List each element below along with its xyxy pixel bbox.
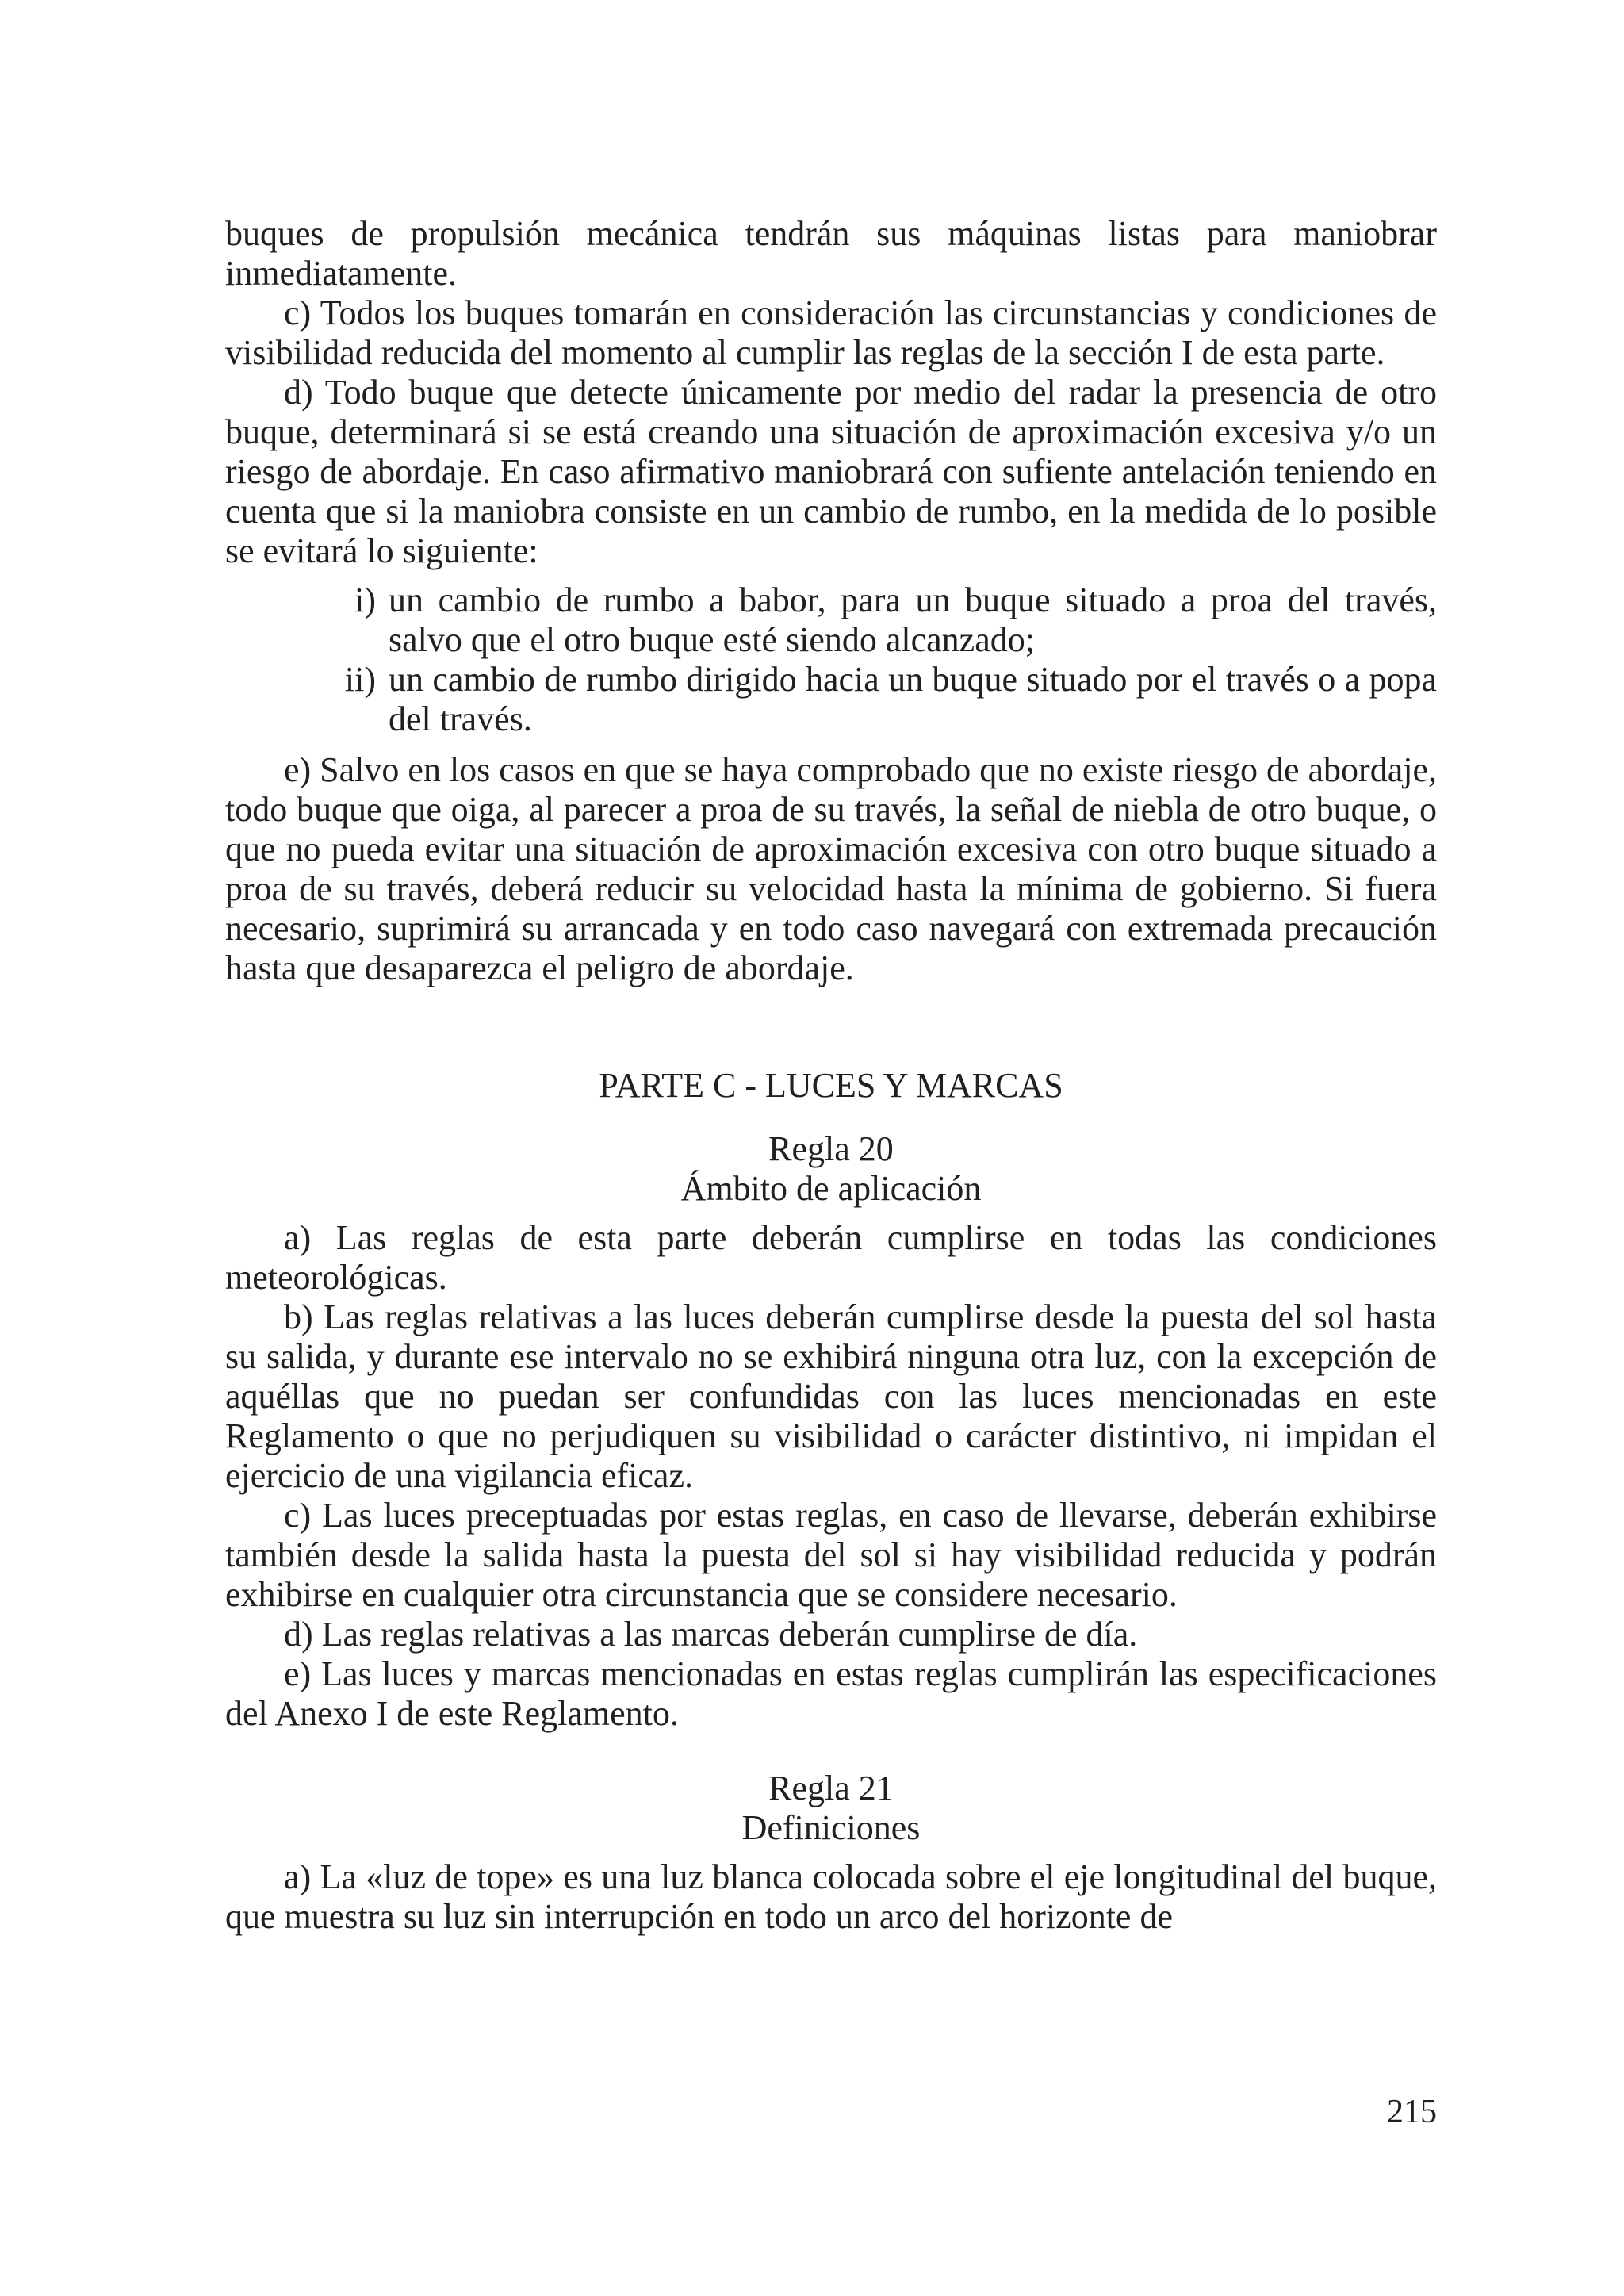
document-page (225, 214, 1437, 1937)
rule-number: Regla 21 (768, 1769, 894, 1807)
rule-21-paragraph-a: a) La «luz de tope» es una luz blanca colocada sobre el eje longitudinal del buque, que muestra su luz sin interrupción en todo un arco del horizonte de (225, 1857, 1437, 1936)
rule-20-paragraph-b: b) Las reglas relativas a las luces deberán cumplirse desde la puesta del sol hasta su salida, y durante ese intervalo no se exhibirá ninguna otra luz, con la excepción de aquéllas que no puedan ser confundidas con las luces mencionadas en este Reglamento o que no perjudiquen su visibilidad o carácter distintivo, ni impidan el ejercicio de una vigilancia eficaz. (225, 1297, 1437, 1495)
rule-title: Ámbito de aplicación (680, 1169, 982, 1208)
list-item (225, 660, 1437, 739)
paragraph-c: c) Todos los buques tomarán en consideración las circunstancias y condiciones de visibilidad reducida del momento al cumplir las reglas de la sección I de esta parte. (225, 293, 1437, 372)
part-title: PARTE C - LUCES Y MARCAS (599, 1066, 1063, 1105)
page-number: 215 (1387, 2094, 1437, 2130)
rule-20-paragraph-e: e) Las luces y marcas mencionadas en estas reglas cumplirán las especificaciones del Anexo I de este Reglamento. (225, 1654, 1437, 1733)
rule-20-heading (225, 1129, 1437, 1209)
paragraph-d: d) Todo buque que detecte únicamente por medio del radar la presencia de otro buque, determinará si se está creando una situación de aproximación excesiva y/o un riesgo de abordaje. En caso afirmativo maniobrará con sufiente antelación teniendo en cuenta que si la maniobra consiste en un cambio de rumbo, en la medida de lo posible se evitará lo siguiente: (225, 373, 1437, 570)
rule-number: Regla 20 (768, 1129, 894, 1168)
paragraph-e: e) Salvo en los casos en que se haya comprobado que no existe riesgo de abordaje, todo buque que oiga, al parecer a proa de su través, la señal de niebla de otro buque, o que no pueda evitar una situación de aproximación excesiva con otro buque situado a proa de su través, deberá reducir su velocidad hasta la mínima de gobierno. Si fuera necesario, suprimirá su arrancada y en todo caso navegará con extremada precaución hasta que desaparezca el peligro de abordaje. (225, 750, 1437, 987)
list-item (225, 581, 1437, 660)
list-item-text: un cambio de rumbo a babor, para un buque situado a proa del través, salvo que el otro buque esté siendo alcanzado; (389, 581, 1437, 659)
list-item-text: un cambio de rumbo dirigido hacia un buque situado por el través o a popa del través. (389, 660, 1437, 738)
rule-20-paragraph-c: c) Las luces preceptuadas por estas reglas, en caso de llevarse, deberán exhibirse también desde la salida hasta la puesta del sol si hay visibilidad reducida y podrán exhibirse en cualquier otra circunstancia que se considere necesario. (225, 1496, 1437, 1614)
paragraph-continuation: buques de propulsión mecánica tendrán sus máquinas listas para maniobrar inmediatamente. (225, 214, 1437, 293)
list-item-number: i) (354, 581, 376, 619)
maneuver-list (225, 581, 1437, 739)
rule-20-paragraph-d: d) Las reglas relativas a las marcas deberán cumplirse de día. (284, 1615, 1138, 1654)
rule-21-heading (225, 1769, 1437, 1848)
list-item-number: ii) (344, 660, 376, 699)
rule-title: Definiciones (741, 1808, 921, 1847)
rule-20-paragraph-a: a) Las reglas de esta parte deberán cumplirse en todas las condiciones meteorológicas. (225, 1218, 1437, 1297)
